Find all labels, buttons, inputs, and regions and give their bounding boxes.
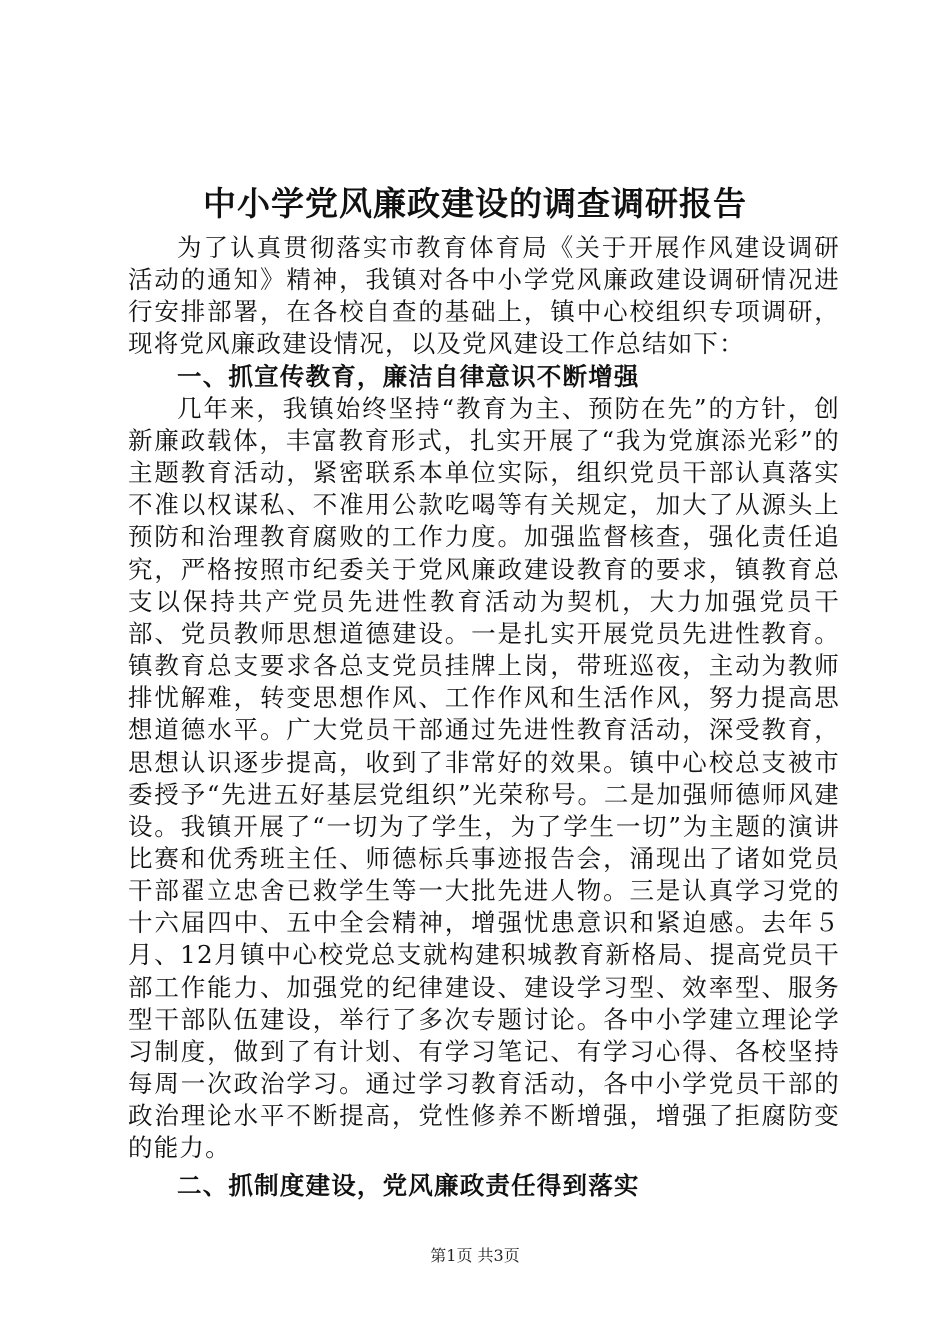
document-title: 中小学党风廉政建设的调查调研报告 — [203, 184, 747, 223]
section-1-heading: 一、抓宣传教育，廉洁自律意识不断增强 — [177, 361, 640, 391]
document-body — [128, 232, 840, 1202]
intro-paragraph: 为了认真贯彻落实市教育体育局《关于开展作风建设调研活动的通知》精神，我镇对各中小学党风廉政建设调研情况进行安排部署，在各校自查的基础上，镇中心校组织专项调研，现将党风廉政建设情况，以及党风建设工作总结如下： — [128, 233, 840, 359]
page-number-footer: 第1页 共3页 — [430, 1246, 520, 1265]
section-1-paragraph: 几年来，我镇始终坚持“教育为主、预防在先”的方针，创新廉政载体，丰富教育形式，扎实开展了“我为党旗添光彩”的主题教育活动，紧密联系本单位实际，组织党员干部认真落实不准以权谋私、不准用公款吃喝等有关规定，加大了从源头上预防和治理教育腐败的工作力度。加强监督核查，强化责任追究，严格按照市纪委关于党风廉政建设教育的要求，镇教育总支以保持共产党员先进性教育活动为契机，大力加强党员干部、党员教师思想道德建设。一是扎实开展党员先进性教育。镇教育总支要求各总支党员挂牌上岗，带班巡夜，主动为教师排忧解难，转变思想作风、工作作风和生活作风，努力提高思想道德水平。广大党员干部通过先进性教育活动，深受教育，思想认识逐步提高，收到了非常好的效果。镇中心校总支被市委授予“先进五好基层党组织”光荣称号。二是加强师德师风建设。我镇开展了“一切为了学生，为了学生一切”为主题的演讲比赛和优秀班主任、师德标兵事迹报告会，涌现出了诸如党员干部翟立忠舍已救学生等一大批先进人物。三是认真学习党的十六届四中、五中全会精神，增强忧患意识和紧迫感。去年５月、12月镇中心校党总支就构建积城教育新格局、提高党员干部工作能力、加强党的纪律建设、建设学习型、效率型、服务型干部队伍建设，举行了多次专题讨论。各中小学建立理论学习制度，做到了有计划、有学习笔记、有学习心得、各校坚持每周一次政治学习。通过学习教育活动，各中小学党员干部的政治理论水平不断提高，党性修养不断增强，增强了拒腐防变的能力。 — [128, 393, 840, 1163]
section-2-heading: 二、抓制度建设，党风廉政责任得到落实 — [177, 1170, 640, 1200]
